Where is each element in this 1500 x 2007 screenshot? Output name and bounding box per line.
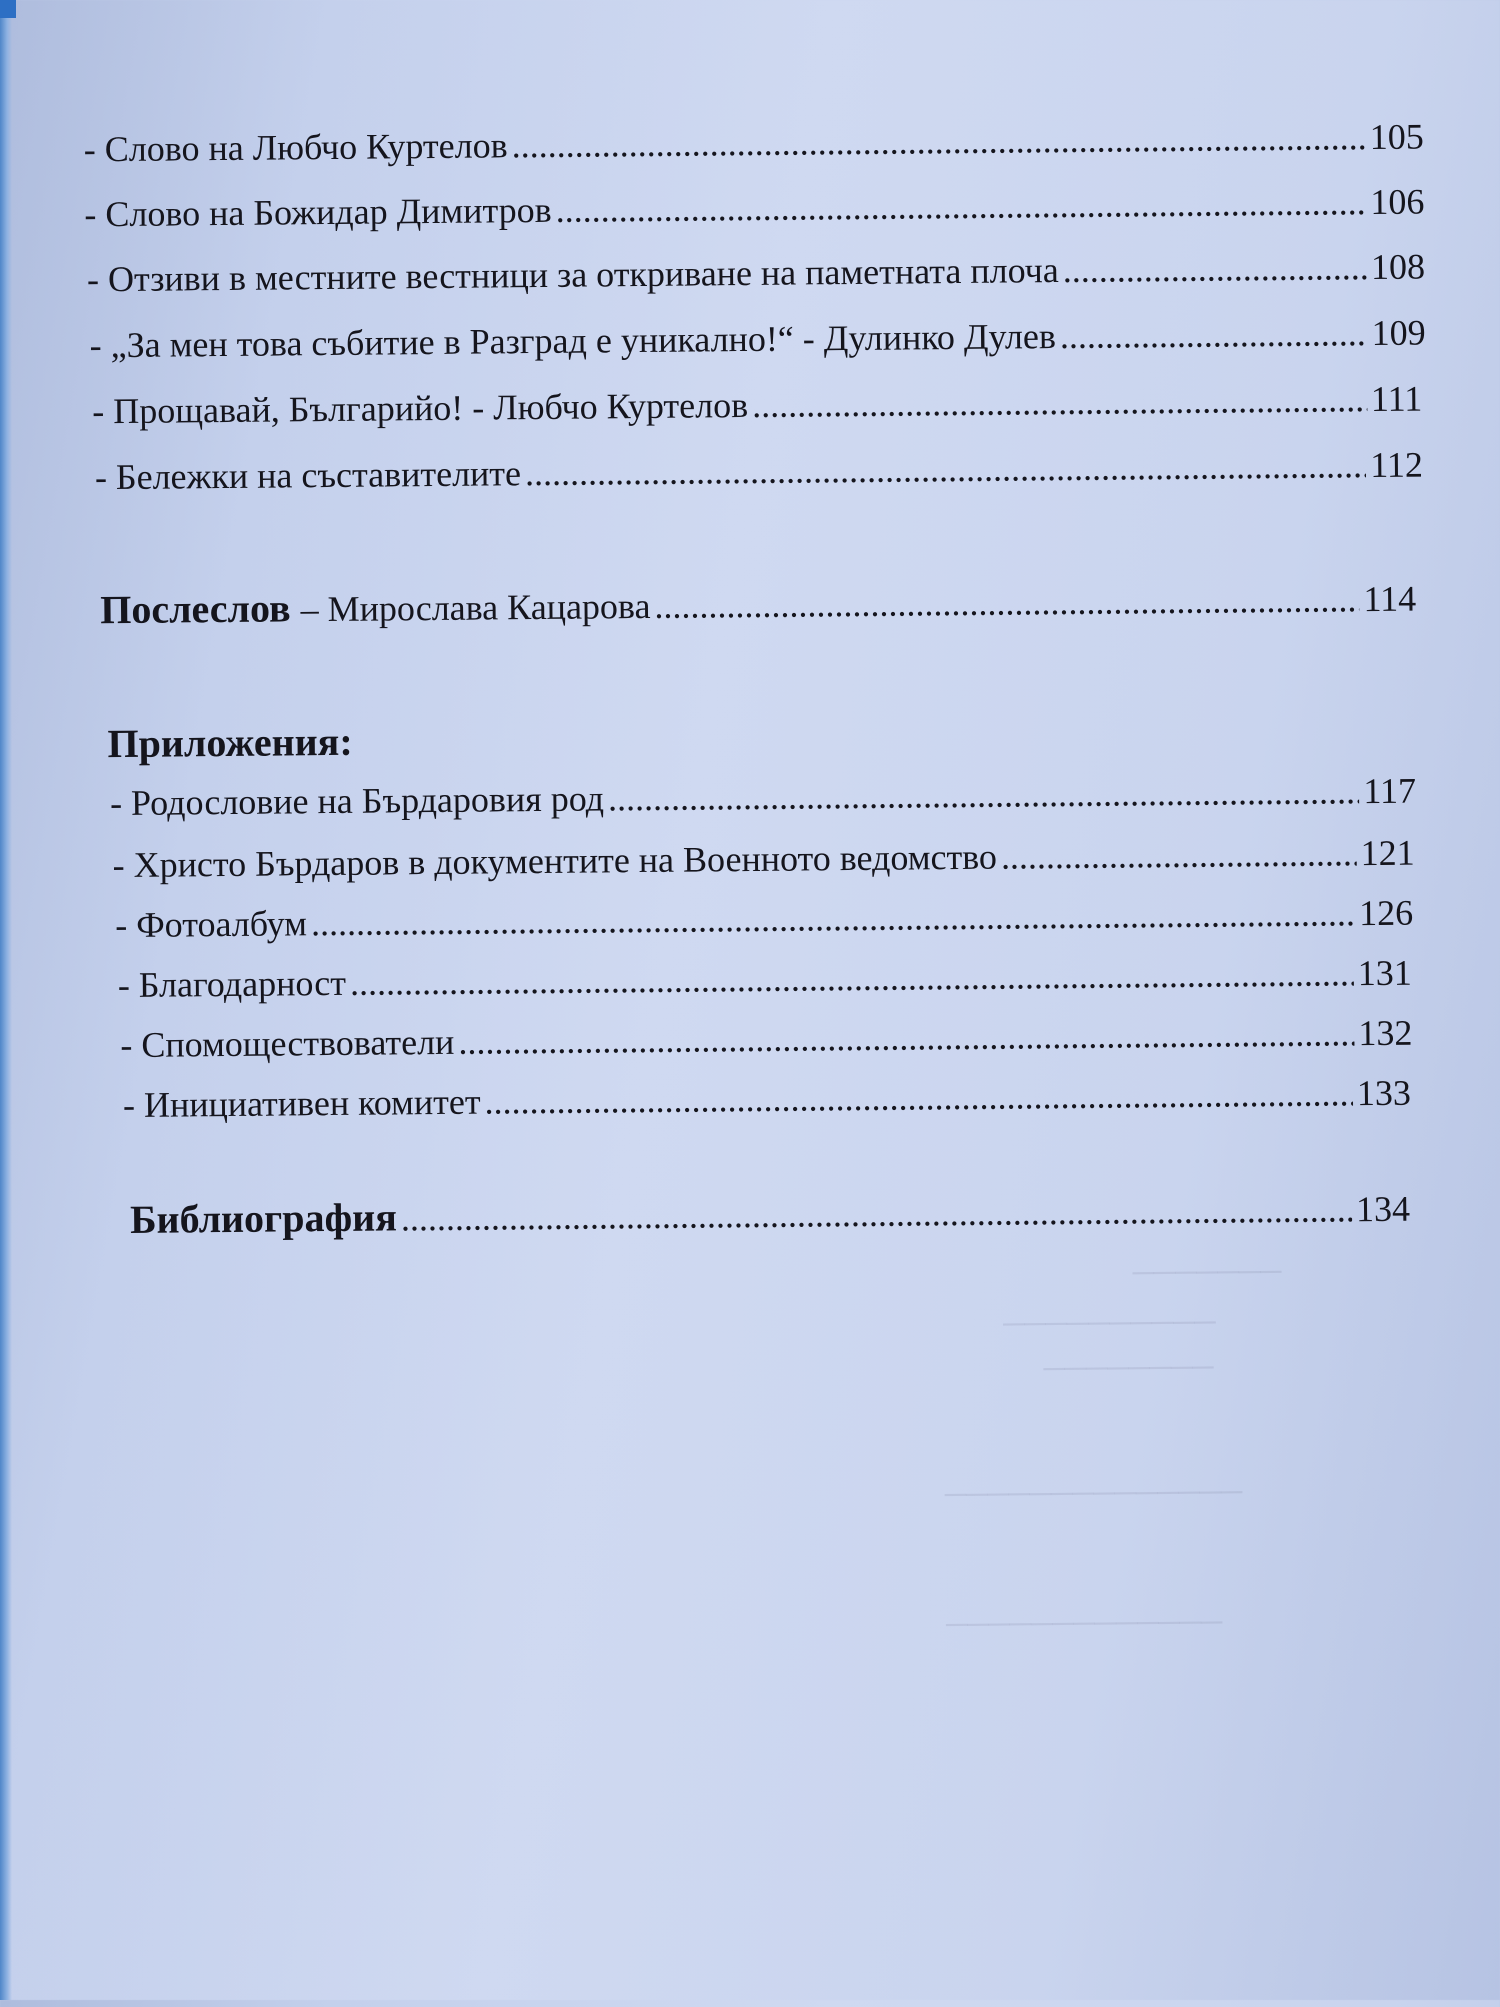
toc-entry-title: - „За мен това събитие в Разград е уникално!“ - Дулинко Дулев [89, 316, 1057, 366]
dot-leader [401, 1188, 1353, 1239]
toc-entry-page: 111 [1370, 378, 1423, 420]
toc-entry-page: 112 [1370, 444, 1424, 486]
dot-leader [1001, 832, 1357, 877]
toc-entry[interactable] [115, 892, 1413, 946]
toc-entry[interactable] [112, 832, 1414, 886]
toc-entry-title: - Отзиви в местните вестници за откриване на паметната плоча [86, 250, 1059, 300]
dot-leader [1060, 312, 1368, 357]
toc-entry[interactable] [87, 245, 1425, 300]
show-through-text: ────────── [1002, 1305, 1216, 1341]
dot-leader [484, 1072, 1353, 1122]
dot-leader [350, 952, 1354, 1004]
dot-leader [1063, 246, 1368, 291]
toc-entry-page: 109 [1371, 312, 1426, 354]
toc-entry-title: - Родословие на Бърдаровия род [109, 778, 605, 824]
toc-bibliography[interactable] [130, 1184, 1410, 1243]
toc-entry-title: - Прощавай, Българийо! - Любчо Куртелов [92, 384, 749, 432]
appendices-heading: Приложения: [107, 718, 353, 767]
dot-leader [525, 444, 1367, 494]
show-through-text: ────────────── [944, 1475, 1243, 1512]
dot-leader [511, 116, 1366, 166]
show-through-text: ─────── [1132, 1254, 1282, 1290]
toc-entry-title: - Бележки на съставителите [94, 453, 522, 498]
show-through-text: ───────────── [945, 1605, 1223, 1642]
toc-entry-page: 106 [1370, 181, 1425, 223]
dot-leader [311, 892, 1356, 944]
dot-leader [654, 578, 1359, 627]
toc-entry-page: 131 [1357, 952, 1412, 994]
toc-entry-page: 114 [1363, 578, 1417, 620]
afterword-title: Послеслов [100, 585, 291, 633]
toc-entry-title: - Инициативен комитет [122, 1081, 481, 1126]
toc-entry-title: - Благодарност [117, 962, 347, 1006]
bibliography-label [130, 1193, 397, 1243]
toc-entry-title: - Христо Бърдаров в документите на Военното ведомство [112, 836, 998, 886]
toc-entry-page: 134 [1355, 1188, 1411, 1230]
toc-entry-page: 126 [1359, 892, 1414, 934]
afterword-label [100, 581, 651, 633]
toc-entry-page: 105 [1369, 116, 1424, 158]
toc-entry[interactable] [123, 1072, 1411, 1126]
toc-entry[interactable] [95, 444, 1423, 499]
toc-entry-page: 108 [1370, 246, 1426, 288]
toc-entry[interactable] [84, 115, 1424, 170]
toc-entry[interactable] [84, 180, 1424, 235]
show-through-text: ──────── [1043, 1350, 1214, 1386]
toc-entry-title: - Спомоществователи [120, 1021, 455, 1066]
toc-entry-page: 117 [1363, 770, 1417, 812]
toc-entry-title: - Слово на Божидар Димитров [84, 189, 552, 235]
afterword-author: – Мирослава Кацарова [300, 585, 651, 630]
dot-leader [752, 378, 1367, 426]
toc-afterword[interactable] [100, 574, 1416, 634]
toc-entry[interactable] [92, 378, 1422, 433]
dot-leader [555, 181, 1366, 231]
toc-entry-title: - Слово на Любчо Куртелов [83, 125, 508, 170]
bibliography-title: Библиография [129, 1194, 398, 1242]
toc-entry[interactable] [110, 770, 1416, 825]
toc-entry-title: - Фотоалбум [115, 903, 308, 946]
toc-entry[interactable] [89, 311, 1425, 366]
toc-entry-page: 132 [1358, 1012, 1413, 1054]
dot-leader [608, 770, 1360, 819]
toc-entry-page: 133 [1356, 1072, 1412, 1114]
toc-entry[interactable] [118, 952, 1412, 1006]
dot-leader [458, 1012, 1354, 1063]
toc-entry-page: 121 [1360, 832, 1415, 874]
toc-entry[interactable] [120, 1012, 1412, 1066]
